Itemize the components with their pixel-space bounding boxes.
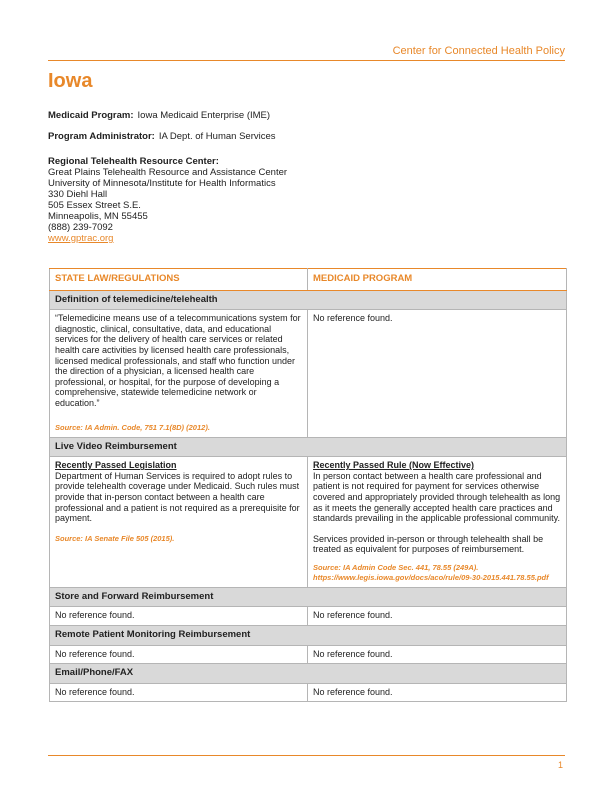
section-row: [50, 664, 567, 684]
state-law-cell: No reference found.: [50, 645, 308, 664]
source-citation: Source: IA Admin Code Sec. 441, 78.55 (249A).: [313, 562, 479, 572]
medicaid-program-value: Iowa Medicaid Enterprise (IME): [137, 110, 271, 121]
section-row: [50, 290, 567, 310]
medicaid-program-label: Medicaid Program:: [48, 110, 134, 121]
medicaid-program-row: [48, 110, 270, 121]
source-citation: Source: IA Senate File 505 (2015).: [55, 533, 175, 543]
table-row: [50, 645, 567, 664]
program-administrator-row: [48, 131, 276, 142]
resource-center-line: Great Plains Telehealth Resource and Assistance Center: [48, 167, 288, 178]
cell-subheading: Recently Passed Legislation: [55, 460, 177, 471]
table-row: [50, 457, 567, 588]
section-title: Definition of telemedicine/telehealth: [50, 290, 567, 310]
page-title: Iowa: [48, 70, 93, 92]
state-law-cell: [50, 310, 308, 437]
cell-subheading: Recently Passed Rule (Now Effective): [313, 460, 475, 471]
section-row: [50, 626, 567, 646]
program-administrator-value: IA Dept. of Human Services: [158, 131, 276, 142]
resource-center-link[interactable]: www.gptrac.org: [48, 233, 114, 244]
state-law-cell: No reference found.: [50, 683, 308, 702]
medicaid-cell: No reference found.: [308, 683, 567, 702]
table-row: [50, 310, 567, 437]
section-row: [50, 437, 567, 457]
resource-center-label: Regional Telehealth Resource Center:: [48, 156, 219, 167]
medicaid-cell: [308, 457, 567, 588]
column-header-state-law: STATE LAW/REGULATIONS: [50, 269, 308, 291]
footer-divider: [48, 755, 565, 756]
medicaid-cell: No reference found.: [308, 607, 567, 626]
cell-text: “Telemedicine means use of a telecommunications system for diagnostic, clinical, consultative, data, and educational services for the delivery of health care services or related health care activities by licensed health care professionals, licensed medical professionals, and staff who function under the direction of a physician, a licensed health care professional, or hospital, for the purpose of developing a comprehensive, statewide telemedicine network or education.”: [55, 313, 301, 408]
table-row: [50, 607, 567, 626]
section-title: Remote Patient Monitoring Reimbursement: [50, 626, 567, 646]
column-header-medicaid: MEDICAID PROGRAM: [308, 269, 567, 291]
resource-center-line: 505 Essex Street S.E.: [48, 200, 141, 211]
resource-center-line: 330 Diehl Hall: [48, 189, 108, 200]
resource-center-line: (888) 239-7092: [48, 222, 113, 233]
section-title: Store and Forward Reimbursement: [50, 587, 567, 607]
program-administrator-label: Program Administrator:: [48, 131, 155, 142]
source-citation: Source: IA Admin. Code, 751 7.1(8D) (2012).: [55, 422, 210, 432]
medicaid-cell: [308, 310, 567, 437]
source-url[interactable]: https://www.legis.iowa.gov/docs/aco/rule/09-30-2015.441.78.55.pdf: [313, 572, 549, 582]
section-row: [50, 587, 567, 607]
cell-text: In person contact between a health care professional and patient is not required for payment for services otherwise covered and appropriately provided through telehealth as long as it meets the generally accepted health care practices and standards prevailing in the applicable professional community.: [313, 470, 561, 524]
header-divider: [48, 60, 565, 61]
medicaid-cell: No reference found.: [308, 645, 567, 664]
resource-center-line: University of Minnesota/Institute for Health Informatics: [48, 178, 276, 189]
resource-center-block: [48, 156, 287, 244]
section-title: Live Video Reimbursement: [50, 437, 567, 457]
table-row: [50, 683, 567, 702]
state-law-cell: [50, 457, 308, 588]
policy-table: [49, 268, 567, 702]
resource-center-line: Minneapolis, MN 55455: [48, 211, 148, 222]
table-header-row: [50, 269, 567, 291]
state-law-cell: No reference found.: [50, 607, 308, 626]
cell-text: Department of Human Services is required to adopt rules to provide telehealth coverage under Medicaid. Such rules must provide that in-person contact between a health care professional and a patient is not required as a prerequisite for payment.: [55, 470, 300, 524]
section-title: Email/Phone/FAX: [50, 664, 567, 684]
cell-text: Services provided in-person or through telehealth shall be treated as equivalent for purposes of reimbursement.: [313, 533, 544, 555]
cell-text: No reference found.: [313, 313, 393, 324]
header-organization: Center for Connected Health Policy: [392, 45, 565, 57]
page-number: 1: [557, 760, 563, 770]
